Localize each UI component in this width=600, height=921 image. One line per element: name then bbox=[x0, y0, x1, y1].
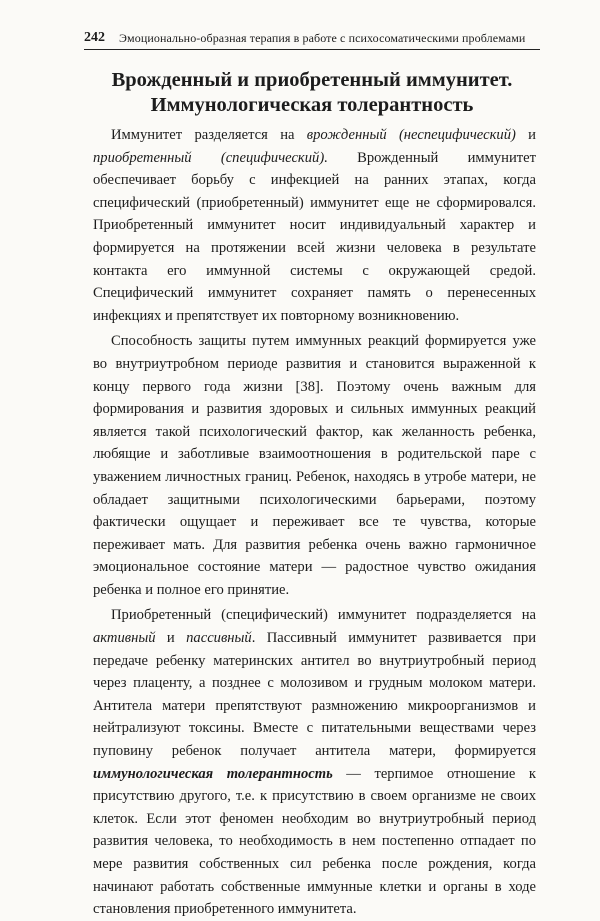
italic-term-active: активный bbox=[93, 630, 156, 647]
bold-italic-term-tolerance: иммунологическая толерантность bbox=[93, 765, 333, 782]
italic-term-innate: врожденный (неспецифический) bbox=[306, 127, 516, 143]
section-title-line-1: Врожденный и приобретенный иммунитет. bbox=[111, 69, 513, 91]
text-run: Врожденный иммунитет обеспечивает борьбу с инфекцией на ранних этапах, когда специфический (приобретенный) иммунитет еще не сформировался. Приобретенный иммунитет носит индивидуальный характер и формируется на протяжении всей жизни человека в результате контакта его иммунной системы с окружающей средой. Специфический иммунитет сохраняет память о перенесенных инфекциях и препятствует их повторному возникновению. bbox=[93, 149, 536, 324]
text-run: Иммунитет разделяется на bbox=[111, 127, 307, 143]
page-number: 242 bbox=[84, 30, 105, 45]
body-text bbox=[93, 124, 536, 921]
text-run: — терпимое отношение к присутствию другого, т.е. к присутствию в своем организме не своих клеток. Если этот феномен необходим во внутриутробный период развития человека, то необходимость в нем постепенно отпадает по мере развития собственных сил ребенка после рождения, когда начинают работать собственные иммунные клетки и органы в ходе становления приобретенного иммунитета. bbox=[93, 765, 537, 918]
paragraph: Способность защиты путем иммунных реакций формируется уже во внутриутробном периоде развития и становится выраженной к концу первого года жизни [38]. Поэтому очень важным для формирования и развития здоровых и сильных иммунных реакций является такой психологический фактор, как желанность ребенка, любящие и заботливые взаимоотношения в родительской паре с уважением личностных границ. Ребенок, находясь в утробе матери, не обладает защитными психологическими барьерами, поэтому фактически ощущает и переживает все те чувства, которые переживает мать. Для развития ребенка очень важно гармоничное эмоциональное состояние матери — радостное чувство ожидания ребенка и полное его принятие. bbox=[93, 333, 536, 598]
text-run: . Пассивный иммунитет развивается при передаче ребенку материнских антител во внутриутробный период через плаценту, а позднее с молозивом и грудным молоком матери. Антитела матери препятствуют размножению микроорганизмов и нейтрализуют токсины. Вместе с питательными веществами через пуповину ребенок получает антитела матери, формируется bbox=[93, 630, 537, 760]
running-title: Эмоционально-образная терапия в работе с психосоматическими проблемами bbox=[119, 31, 526, 45]
paragraph bbox=[93, 124, 536, 327]
section-title-line-2: Иммунологическая толерантность bbox=[150, 94, 474, 116]
running-header bbox=[84, 28, 540, 50]
text-run: Приобретенный (специфический) иммунитет подразделяется на bbox=[111, 607, 536, 624]
italic-term-passive: пассивный bbox=[186, 630, 252, 647]
text-run: и bbox=[515, 127, 536, 143]
paragraph bbox=[93, 604, 536, 920]
italic-term-acquired: приобретенный (специфический). bbox=[93, 149, 328, 166]
text-run: и bbox=[155, 630, 187, 647]
section-title bbox=[84, 68, 540, 118]
